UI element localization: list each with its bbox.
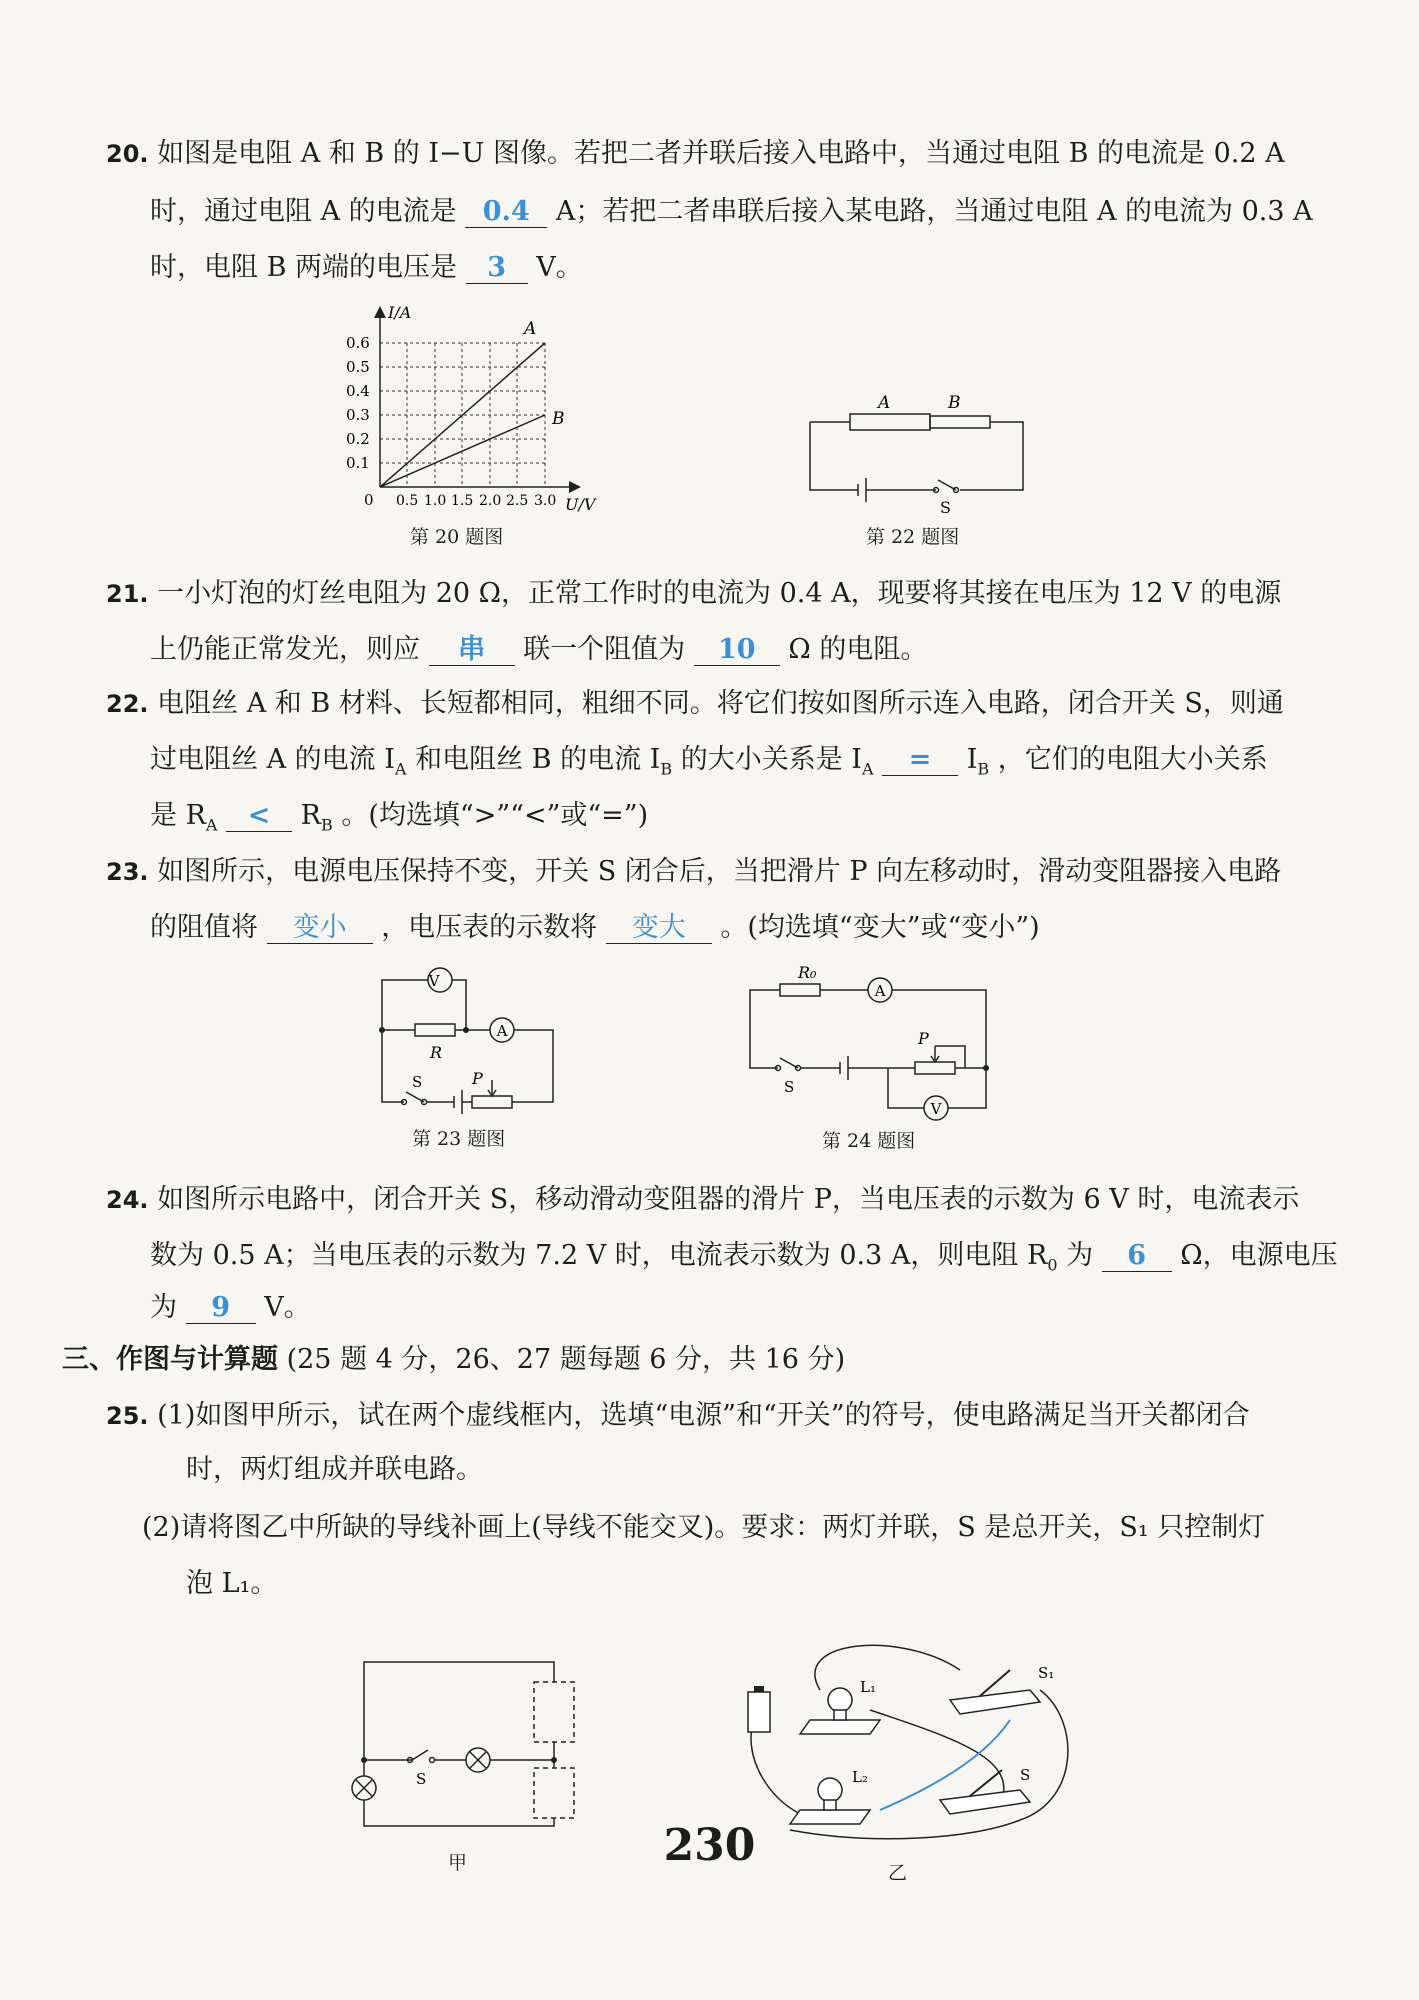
bulb-l2-label: L₂ — [852, 1768, 868, 1786]
subscript-b: B — [977, 759, 990, 779]
junction-dot — [551, 1757, 557, 1763]
x-tick: 0.5 — [396, 493, 419, 509]
q24-text3b: V。 — [264, 1292, 311, 1323]
q21-text2a: 上仍能正常发光，则应 — [150, 634, 420, 665]
y-tick: 0.3 — [346, 406, 370, 424]
y-tick: 0.2 — [346, 430, 370, 448]
q22-line1 — [106, 686, 1419, 722]
q20-text2b: A；若把二者串联后接入某电路，当通过电阻 A 的电流为 0.3 A — [555, 196, 1313, 227]
x-tick: 1.5 — [451, 493, 474, 509]
switch-s1-label: S₁ — [1038, 1664, 1055, 1682]
q23-text2c: 。(均选填“变大”或“变小”) — [720, 912, 1040, 943]
subscript-b: B — [660, 759, 673, 779]
fig20-caption: 第 20 题图 — [410, 526, 504, 548]
q23-text1: 如图所示，电源电压保持不变，开关 S 闭合后，当把滑片 P 向左移动时，滑动变阻器接入电路 — [157, 856, 1282, 887]
q23-answer2: 变大 — [606, 913, 712, 944]
q25-line4 — [186, 1566, 1419, 1602]
q25-part2-text2: 泡 L₁。 — [186, 1568, 278, 1599]
fig22-label-b: B — [948, 393, 961, 413]
subscript-a: A — [205, 815, 218, 835]
section3-heading — [62, 1342, 1419, 1378]
x-tick: 2.5 — [506, 493, 529, 509]
q20-line3 — [150, 250, 1419, 286]
q20-line2 — [150, 194, 1419, 230]
q21-line1 — [106, 576, 1419, 612]
q20-text3a: 时，电阻 B 两端的电压是 — [150, 252, 458, 283]
fig23-circuit — [370, 960, 570, 1120]
y-tick: 0.1 — [346, 454, 370, 472]
junction-dot — [983, 1065, 989, 1071]
page-number: 230 — [663, 1820, 756, 1871]
q22-text2d: I — [966, 744, 978, 775]
x-tick: 1.0 — [424, 493, 447, 509]
voltmeter-label: V — [428, 972, 440, 990]
subscript-a: A — [861, 759, 874, 779]
q20-line1 — [106, 136, 1419, 172]
voltmeter-label: V — [930, 1100, 942, 1118]
q20-text3b: V。 — [536, 252, 583, 283]
switch-s-icon — [940, 1770, 1030, 1814]
q21-answer2: 10 — [694, 635, 780, 666]
fig25-yi-circuit — [720, 1630, 1080, 1850]
q25-part1-text1: (1)如图甲所示，试在两个虚线框内，选填“电源”和“开关”的符号，使电路满足当开关都闭合 — [157, 1400, 1250, 1431]
q21-answer1: 串 — [429, 635, 515, 666]
x-axis-label: U/V — [565, 495, 596, 514]
y-tick: 0.6 — [346, 334, 370, 352]
fig25-yi-caption: 乙 — [888, 1862, 908, 1884]
q20-text1: 如图是电阻 A 和 B 的 I−U 图像。若把二者并联后接入电路中，当通过电阻 B 的电流是 0.2 A — [157, 138, 1285, 169]
q25-line2 — [186, 1452, 1419, 1488]
junction-dot — [379, 1027, 385, 1033]
q22-answer2: < — [226, 801, 292, 832]
junction-dot — [361, 1757, 367, 1763]
q22-text2b: 和电阻丝 B 的电流 I — [415, 744, 661, 775]
slider-label: P — [918, 1029, 929, 1048]
q24-answer2: 9 — [186, 1293, 256, 1324]
origin-label: 0 — [364, 491, 374, 509]
bulb-l1-label: L₁ — [860, 1678, 876, 1696]
q22-text3a: 是 R — [150, 800, 206, 831]
q24-text2a: 数为 0.5 A；当电压表的示数为 7.2 V 时，电流表示数为 0.3 A，则电阻 R — [150, 1240, 1048, 1271]
q21-text2b: 联一个阻值为 — [523, 634, 686, 665]
q24-text2c: Ω，电源电压 — [1180, 1240, 1338, 1271]
fig22-circuit — [800, 380, 1040, 520]
battery-icon — [748, 1686, 770, 1732]
section3-title: 三、作图与计算题 — [62, 1344, 278, 1375]
line-b-label: B — [552, 409, 565, 429]
q22-answer1: = — [882, 745, 958, 776]
q24-line3 — [150, 1290, 1419, 1326]
q24-number: 24. — [106, 1186, 149, 1214]
q22-text2c: 的大小关系是 I — [680, 744, 862, 775]
subscript-0: 0 — [1047, 1255, 1058, 1275]
q22-line2 — [150, 742, 1419, 787]
subscript-a: A — [394, 759, 407, 779]
q22-text2e: ，它们的电阻大小关系 — [997, 744, 1268, 775]
iu-graph — [340, 300, 600, 520]
q22-text3c: 。(均选填“>”“<”或“=”) — [341, 800, 649, 831]
line-a-label: A — [524, 319, 537, 339]
q23-line1 — [106, 854, 1419, 890]
q20-answer1: 0.4 — [465, 197, 547, 228]
fig25-switch-label: S — [416, 1770, 427, 1788]
q20-answer2: 3 — [466, 253, 528, 284]
switch-label: S — [412, 1073, 423, 1091]
y-tick: 0.4 — [346, 382, 370, 400]
section3-detail: (25 题 4 分，26、27 题每题 6 分，共 16 分) — [286, 1344, 846, 1375]
fig22-label-a: A — [878, 393, 891, 413]
q21-text1: 一小灯泡的灯丝电阻为 20 Ω，正常工作时的电流为 0.4 A，现要将其接在电压为 12 V 的电源 — [157, 578, 1282, 609]
fig22-caption: 第 22 题图 — [866, 526, 960, 548]
switch-s-label: S — [1020, 1766, 1031, 1784]
q24-text1: 如图所示电路中，闭合开关 S，移动滑动变阻器的滑片 P，当电压表的示数为 6 V 时，电流表示 — [157, 1184, 1300, 1215]
switch-label: S — [784, 1078, 795, 1096]
y-tick: 0.5 — [346, 358, 370, 376]
resistor-label: R — [430, 1043, 443, 1062]
q22-text2a: 过电阻丝 A 的电流 I — [150, 744, 395, 775]
q25-number: 25. — [106, 1402, 149, 1430]
x-tick: 2.0 — [479, 493, 502, 509]
subscript-b: B — [321, 815, 333, 835]
q23-line2 — [150, 910, 1419, 946]
fig23-caption: 第 23 题图 — [412, 1128, 506, 1150]
resistor-r0-label: R₀ — [798, 963, 817, 982]
fig25-jia-circuit — [340, 1650, 580, 1840]
wire — [815, 1645, 960, 1690]
q22-text1: 电阻丝 A 和 B 材料、长短都相同，粗细不同。将它们按如图所示连入电路，闭合开关 S，则通 — [157, 688, 1284, 719]
q23-text2b: ，电压表的示数将 — [381, 912, 598, 943]
q23-text2a: 的阻值将 — [150, 912, 258, 943]
q23-answer1: 变小 — [267, 913, 373, 944]
q24-line1 — [106, 1182, 1419, 1218]
q25-part1-text2: 时，两灯组成并联电路。 — [186, 1454, 483, 1485]
junction-dot — [463, 1027, 469, 1033]
q25-line1 — [106, 1398, 1419, 1434]
q25-line3 — [142, 1510, 1419, 1546]
ammeter-label: A — [496, 1022, 508, 1040]
q22-text3b: R — [300, 800, 322, 831]
q24-text3a: 为 — [150, 1292, 177, 1323]
q21-text2c: Ω 的电阻。 — [788, 634, 928, 665]
y-axis-label: I/A — [388, 303, 412, 322]
q23-number: 23. — [106, 858, 149, 886]
q22-number: 22. — [106, 690, 149, 718]
q24-answer1: 6 — [1102, 1241, 1172, 1272]
q25-part2-text1: (2)请将图乙中所缺的导线补画上(导线不能交叉)。要求：两灯并联，S 是总开关，S₁ 只控制灯 — [142, 1512, 1266, 1543]
q22-line3 — [150, 798, 1419, 843]
q24-line2 — [150, 1238, 1419, 1283]
fig24-circuit — [740, 960, 1000, 1122]
q21-number: 21. — [106, 580, 149, 608]
fig25-jia-caption: 甲 — [448, 1852, 468, 1874]
fig22-switch-label: S — [940, 498, 951, 517]
ammeter-label: A — [874, 982, 886, 1000]
slider-label: P — [472, 1069, 483, 1088]
x-tick: 3.0 — [534, 493, 557, 509]
fig24-caption: 第 24 题图 — [822, 1130, 916, 1152]
q24-text2b: 为 — [1066, 1240, 1094, 1271]
q21-line2 — [150, 632, 1419, 668]
q20-text2a: 时，通过电阻 A 的电流是 — [150, 196, 457, 227]
switch-s1-icon — [950, 1670, 1040, 1714]
q20-number: 20. — [106, 140, 149, 168]
